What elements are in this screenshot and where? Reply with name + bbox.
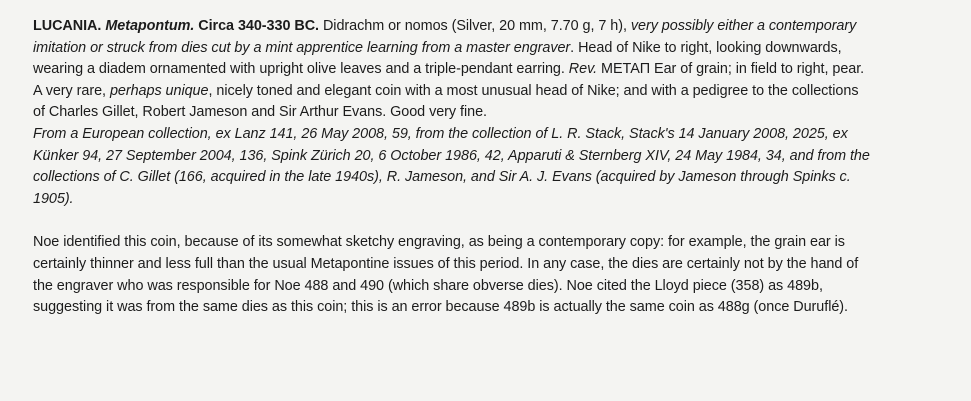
lot-text-segment: A very rare,	[33, 82, 110, 99]
lot-date: Circa 340-330 BC.	[198, 18, 319, 34]
lot-city: Metapontum.	[105, 18, 195, 34]
lot-line-4	[33, 81, 947, 103]
lot-text-segment: METAΠ Ear of grain; in field to right, pear.	[597, 61, 865, 78]
provenance-line-4	[33, 189, 947, 211]
lot-line-3	[33, 59, 947, 81]
lot-text-segment: Künker 94, 27 September 2004, 136, Spink Zürich 20, 6 October 1986, 42, Apparuti & Sternberg XIV, 24 May 1984, 34, and from the	[33, 147, 870, 164]
lot-text-segment: Didrachm or nomos (Silver, 20 mm, 7.70 g, 7 h),	[322, 18, 631, 34]
lot-text-segment: From a European collection, ex Lanz 141, 26 May 2008, 59, from the collection of L. R. Stack, Stack's 14 January 2008, 2025, ex	[33, 125, 848, 142]
lot-text-segment: imitation or struck from dies cut by a mint apprentice learning from a master engraver	[33, 39, 571, 56]
lot-text-segment: perhaps unique	[109, 82, 209, 99]
lot-text-segment: , nicely toned and elegant coin with a most unusual head of Nike; and with a pedigree to the collections	[208, 82, 859, 99]
lot-line-5	[33, 102, 947, 124]
lot-text-segment: Rev.	[568, 61, 598, 78]
lot-text-segment: collections of C. Gillet (166, acquired in the late 1940s), R. Jameson, and Sir A. J. Evans (acquired by Jameson through Spinks c.	[33, 169, 851, 186]
note-line: the engraver who was responsible for Noe 488 and 490 (which share obverse dies). Noe cited the Lloyd piece (358) as 489b,	[33, 277, 823, 294]
note-line: certainly thinner and less full than the usual Metapontine issues of this period. In any case, the dies are certainly not by the hand of	[33, 255, 859, 272]
lot-text-segment: . Head of Nike to right, looking downwards,	[570, 39, 842, 56]
lot-text-segment: wearing a diadem ornamented with upright olive leaves and a triple-pendant earring.	[33, 61, 569, 78]
lot-line-2	[33, 38, 947, 60]
note-line: suggesting it was from the same dies as this coin; this is an error because 489b is actually the same coin as 488g (once Duruflé).	[33, 299, 848, 316]
lot-line-1	[33, 16, 947, 38]
lot-text-segment: of Charles Gillet, Robert Jameson and Sir Arthur Evans. Good very fine.	[33, 104, 487, 121]
lot-text-segment: 1905).	[33, 190, 74, 207]
lot-region: LUCANIA.	[33, 18, 102, 34]
provenance-line-2	[33, 146, 947, 168]
provenance-line-3	[33, 167, 947, 189]
provenance-line-1	[33, 124, 947, 146]
lot-text-segment: very possibly either a contemporary	[630, 18, 857, 34]
note-line: Noe identified this coin, because of its somewhat sketchy engraving, as being a contemporary copy: for example, the grain ear is	[33, 234, 845, 251]
lot-description	[33, 16, 947, 210]
commentary-note	[33, 232, 947, 318]
